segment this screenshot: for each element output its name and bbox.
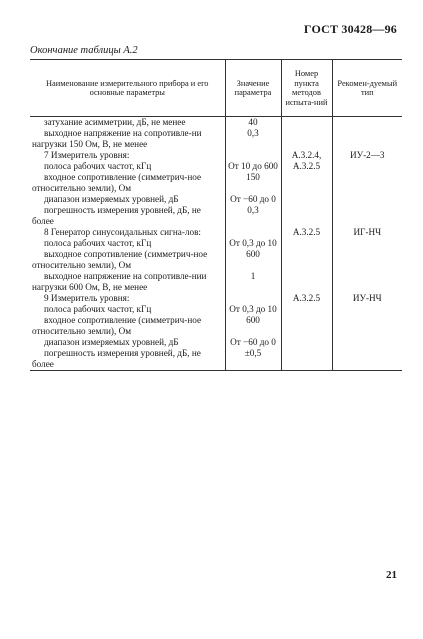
cell-parameter-name: [30, 117, 225, 129]
cell-parameter-value: [225, 117, 281, 129]
cell-parameter-value: [225, 161, 281, 172]
cell-parameter-value-text: 0,3: [247, 205, 259, 215]
cell-parameter-name: [30, 337, 225, 348]
cell-test-clause-text: А.3.2.5: [292, 293, 321, 303]
cell-recommended-type: [332, 227, 402, 238]
header-type: Рекомен-дуемый тип: [332, 60, 402, 117]
standard-code: ГОСТ 30428—96: [303, 22, 397, 36]
table-row: [30, 337, 402, 348]
table-row: [30, 117, 402, 129]
cell-test-clause: [281, 150, 332, 161]
table-row: [30, 271, 402, 293]
cell-parameter-value-text: 600: [246, 249, 260, 259]
cell-parameter-value: [225, 293, 281, 304]
table-row: [30, 161, 402, 172]
cell-recommended-type-text: ИУ-2—3: [349, 150, 385, 160]
header-value: Значение параметра: [225, 60, 281, 117]
cell-parameter-value: [225, 337, 281, 348]
cell-test-clause-text: А.3.2.4,: [291, 150, 322, 160]
table-header-row: [30, 60, 402, 117]
header-name: Наименование измерительного прибора и его основные параметры: [30, 60, 225, 117]
cell-parameter-name-text: диапазон измеряемых уровней, дБ: [44, 337, 179, 347]
cell-parameter-value: [225, 304, 281, 315]
cell-parameter-name-text: выходное напряжение на сопротивле-нии нагрузки 600 Ом, В, не менее: [32, 271, 207, 292]
cell-recommended-type: [332, 304, 402, 315]
cell-recommended-type: [332, 205, 402, 227]
cell-test-clause: [281, 172, 332, 194]
table-row: [30, 172, 402, 194]
cell-parameter-value: [225, 271, 281, 293]
cell-test-clause: [281, 348, 332, 371]
cell-recommended-type-text: ИУ-НЧ: [352, 293, 382, 303]
cell-parameter-value: [225, 238, 281, 249]
cell-parameter-name-text: затухание асимметрии, дБ, не менее: [44, 117, 186, 127]
table-caption: Окончание таблицы А.2: [30, 45, 138, 56]
cell-test-clause: [281, 117, 332, 129]
cell-test-clause: [281, 227, 332, 238]
cell-test-clause-text: А.3.2.5: [292, 227, 321, 237]
cell-test-clause: [281, 304, 332, 315]
cell-parameter-value-text: От 10 до 600: [228, 161, 278, 171]
cell-parameter-name-text: входное сопротивление (симметрич-ное относительно земли), Ом: [32, 315, 202, 336]
cell-parameter-name-text: выходное сопротивление (симметрич-ное относительно земли), Ом: [32, 249, 208, 270]
table-row: [30, 238, 402, 249]
cell-parameter-value: [225, 205, 281, 227]
table-row: [30, 194, 402, 205]
table-row: [30, 227, 402, 238]
cell-parameter-name: [30, 271, 225, 293]
table-row: [30, 315, 402, 337]
cell-parameter-value-text: 1: [250, 271, 256, 281]
cell-parameter-value: [225, 348, 281, 371]
cell-recommended-type: [332, 150, 402, 161]
cell-parameter-value: [225, 227, 281, 238]
cell-test-clause: [281, 194, 332, 205]
cell-parameter-value-text: От −60 до 0: [230, 337, 276, 347]
cell-parameter-name: [30, 205, 225, 227]
cell-parameter-name: [30, 150, 225, 161]
cell-parameter-value: [225, 194, 281, 205]
cell-recommended-type: [332, 194, 402, 205]
cell-parameter-value: [225, 172, 281, 194]
cell-parameter-name-text: выходное напряжение на сопротивле-ни нагрузки 150 Ом, В, не менее: [32, 128, 202, 149]
cell-parameter-value: [225, 249, 281, 271]
cell-test-clause: [281, 205, 332, 227]
cell-parameter-name: [30, 238, 225, 249]
parameters-table: [30, 59, 402, 371]
cell-test-clause: [281, 128, 332, 150]
header-clause: Номер пункта методов испыта-ний: [281, 60, 332, 117]
cell-parameter-value-text: 600: [246, 315, 260, 325]
cell-parameter-name: [30, 172, 225, 194]
cell-parameter-value: [225, 128, 281, 150]
cell-parameter-name-text: погрешность измерения уровней, дБ, не более: [32, 205, 201, 226]
cell-parameter-name: [30, 304, 225, 315]
cell-test-clause: [281, 238, 332, 249]
cell-parameter-name-text: полоса рабочих частот, кГц: [44, 304, 152, 314]
table-row: [30, 205, 402, 227]
cell-parameter-name-text: 9 Измеритель уровня:: [44, 293, 130, 303]
cell-recommended-type: [332, 271, 402, 293]
cell-parameter-name: [30, 128, 225, 150]
cell-parameter-value-text: 40: [248, 117, 258, 127]
table-row: [30, 348, 402, 371]
cell-parameter-name: [30, 315, 225, 337]
cell-recommended-type: [332, 172, 402, 194]
cell-parameter-name: [30, 348, 225, 371]
cell-parameter-name-text: полоса рабочих частот, кГц: [44, 161, 152, 171]
cell-test-clause: [281, 315, 332, 337]
cell-parameter-name-text: полоса рабочих частот, кГц: [44, 238, 152, 248]
cell-parameter-name-text: входное сопротивление (симметрич-ное относительно земли), Ом: [32, 172, 202, 193]
table-row: [30, 128, 402, 150]
cell-parameter-value: [225, 315, 281, 337]
cell-parameter-name-text: 7 Измеритель уровня:: [44, 150, 130, 160]
cell-recommended-type-text: ИГ-НЧ: [353, 227, 382, 237]
cell-parameter-value-text: От −60 до 0: [230, 194, 276, 204]
cell-test-clause: [281, 337, 332, 348]
cell-recommended-type: [332, 249, 402, 271]
cell-parameter-value-text: 150: [246, 172, 260, 182]
cell-recommended-type: [332, 337, 402, 348]
table-row: [30, 304, 402, 315]
cell-parameter-name-text: погрешность измерения уровней, дБ, не более: [32, 348, 201, 369]
table-row: [30, 249, 402, 271]
cell-recommended-type: [332, 315, 402, 337]
cell-parameter-name-text: 8 Генератор синусоидальных сигна-лов:: [44, 227, 201, 237]
cell-parameter-name: [30, 293, 225, 304]
table-row: [30, 150, 402, 161]
cell-recommended-type: [332, 128, 402, 150]
cell-test-clause: [281, 161, 332, 172]
cell-recommended-type: [332, 117, 402, 129]
cell-test-clause: [281, 271, 332, 293]
cell-recommended-type: [332, 161, 402, 172]
cell-test-clause: [281, 249, 332, 271]
table-body: [30, 117, 402, 371]
cell-parameter-name-text: диапазон измеряемых уровней, дБ: [44, 194, 179, 204]
cell-parameter-value-text: ±0,5: [244, 348, 262, 358]
cell-parameter-value: [225, 150, 281, 161]
cell-test-clause: [281, 293, 332, 304]
cell-parameter-value-text: От 0,3 до 10: [229, 304, 277, 314]
cell-parameter-name: [30, 161, 225, 172]
cell-test-clause-text: А.3.2.5: [292, 161, 321, 171]
table-row: [30, 293, 402, 304]
cell-parameter-name: [30, 227, 225, 238]
cell-parameter-name: [30, 194, 225, 205]
cell-recommended-type: [332, 293, 402, 304]
cell-parameter-value-text: 0,3: [247, 128, 259, 138]
cell-parameter-value-text: От 0,3 до 10: [229, 238, 277, 248]
cell-parameter-name: [30, 249, 225, 271]
table-container: [30, 59, 402, 371]
page-number: 21: [386, 569, 397, 581]
cell-recommended-type: [332, 348, 402, 371]
cell-recommended-type: [332, 238, 402, 249]
